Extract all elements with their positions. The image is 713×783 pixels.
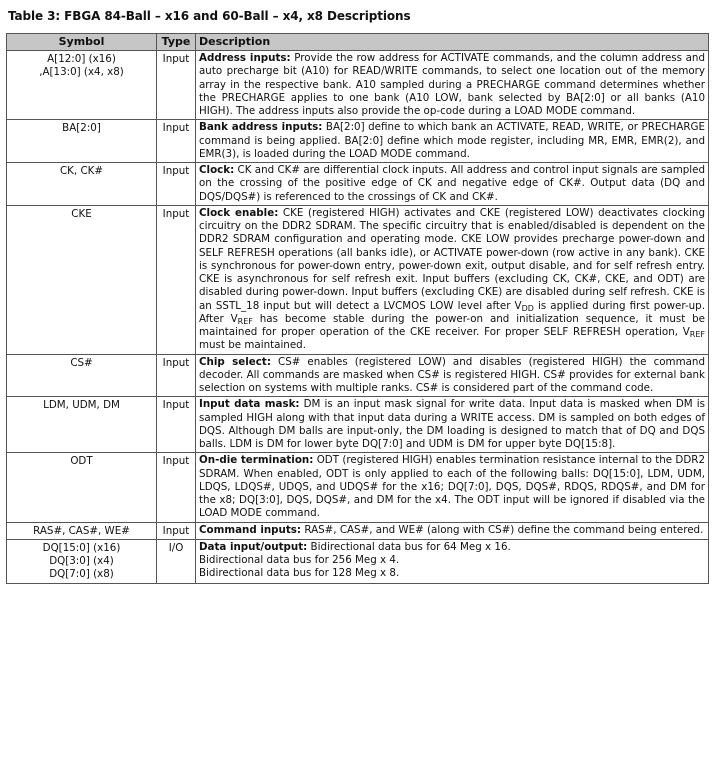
symbol-line: DQ[15:0] (x16)	[42, 541, 121, 554]
type-cell: Input	[157, 453, 196, 522]
type-cell: Input	[157, 163, 196, 206]
symbol-line: BA[2:0]	[62, 122, 101, 135]
subscript-dd: DD	[521, 303, 534, 313]
symbol-line: DQ[7:0] (x8)	[49, 568, 114, 581]
description-text: must be maintained.	[199, 339, 306, 352]
description-text: CKE (registered HIGH) activates and CKE (registered LOW) deactivates clocking circuitry on the DDR2 SDRAM. The specific circuitry that is enabled/disabled is dependent on the DDR2 SDRAM configuration and operating mode. CKE LOW provides precharge power-down and SELF REFRESH operations (all banks idle), or ACTIVATE power-down (row active in any bank). CKE is synchronous for power-down entry, power-down exit, output disable, and for self refresh entry. CKE is asynchronous for self refresh exit. Input buffers (excluding CK, CK#, CKE, and ODT) are disabled during power-down. Input buffers (excluding CKE) are disabled during self refresh. CKE is an SSTL_18 input but will detect a LVCMOS LOW level after V	[199, 206, 705, 312]
description-text: Bidirectional data bus for 64 Meg x 16.	[307, 540, 511, 553]
symbol-cell	[7, 51, 157, 120]
header-type: Type	[157, 34, 196, 51]
description-title: Clock enable:	[199, 206, 279, 219]
description-text: is applied during first power-up. After V	[199, 299, 705, 325]
description-title: Input data mask:	[199, 398, 300, 411]
description-cell	[196, 397, 709, 453]
symbol-line: CKE	[71, 207, 92, 220]
description-text: CK and CK# are differential clock inputs. All address and control input signals are sampled on the crossing of the positive edge of CK and negative edge of CK#. Output data (DQ and DQS/DQS#) is referenced to the crossings of CK and CK#.	[199, 164, 705, 203]
type-cell: Input	[157, 397, 196, 453]
description-title: Chip select:	[199, 355, 271, 368]
description-cell	[196, 539, 709, 583]
table-row-chip-select	[7, 354, 709, 397]
description-cell	[196, 120, 709, 163]
table-caption: Table 3: FBGA 84-Ball – x16 and 60-Ball – x4, x8 Descriptions	[8, 9, 411, 23]
symbol-cell	[7, 453, 157, 522]
symbol-cell	[7, 205, 157, 354]
symbol-line: A[12:0] (x16)	[47, 53, 116, 65]
description-text: BA[2:0] define to which bank an ACTIVATE, READ, WRITE, or PRECHARGE command is being applied. BA[2:0] define which mode register, including MR, EMR, EMR(2), and EMR(3), is loaded during the LOAD MODE command.	[199, 121, 705, 160]
description-cell	[196, 354, 709, 397]
table-row-data-mask	[7, 397, 709, 453]
description-line: Bidirectional data bus for 128 Meg x 8.	[199, 567, 400, 580]
description-text: Provide the row address for ACTIVATE commands, and the column address and auto precharge bit (A10) for READ/WRITE commands, to select one location out of the memory array in the respective bank. A10 sampled during a PRECHARGE command determines whether the PRECHARGE applies to one bank (A10 LOW, bank selected by BA[2:0] or all banks (A10 HIGH). The address inputs also provide the op-code during a LOAD MODE command.	[199, 52, 705, 117]
subscript-ref: REF	[237, 316, 253, 326]
symbol-cell	[7, 120, 157, 163]
subscript-ref: REF	[689, 330, 705, 339]
symbol-line: LDM, UDM, DM	[43, 399, 120, 412]
description-cell	[196, 205, 709, 354]
type-cell: Input	[157, 205, 196, 354]
table-row-data-io	[7, 539, 709, 583]
symbol-line: CS#	[70, 356, 93, 369]
description-text: RAS#, CAS#, and WE# (along with CS#) define the command being entered.	[301, 523, 704, 536]
table-row-command	[7, 522, 709, 539]
type-cell: Input	[157, 51, 196, 120]
table-row-bank-address	[7, 120, 709, 163]
description-title: Data input/output:	[199, 540, 308, 553]
type-cell: Input	[157, 522, 196, 539]
table-header-row	[7, 34, 709, 51]
description-title: Clock:	[199, 164, 235, 176]
description-cell	[196, 453, 709, 522]
table-row-clock	[7, 163, 709, 206]
header-symbol: Symbol	[7, 34, 157, 51]
description-text: DM is an input mask signal for write data. Input data is masked when DM is sampled HIGH along with that input data during a WRITE access. DM is sampled on both edges of DQS. Although DM balls are input-only, the DM loading is designed to match that of DQ and DQS balls. LDM is DM for lower byte DQ[7:0] and UDM is DM for upper byte DQ[15:8].	[199, 398, 706, 450]
description-cell	[196, 51, 709, 120]
type-cell: Input	[157, 120, 196, 163]
description-title: On-die termination:	[199, 454, 314, 467]
description-cell	[196, 163, 709, 206]
symbol-line: ODT	[70, 455, 93, 468]
symbol-cell	[7, 163, 157, 206]
description-line	[199, 541, 705, 554]
type-cell: I/O	[157, 539, 196, 583]
symbol-line: ,A[13:0] (x4, x8)	[39, 66, 124, 79]
symbol-line: CK, CK#	[59, 165, 104, 177]
header-description: Description	[196, 34, 709, 51]
symbol-cell	[7, 397, 157, 453]
type-cell: Input	[157, 354, 196, 397]
symbol-cell	[7, 539, 157, 583]
symbol-line: DQ[3:0] (x4)	[49, 555, 114, 567]
symbol-cell	[7, 354, 157, 397]
description-text: CS# enables (registered LOW) and disables (registered HIGH) the command decoder. All commands are masked when CS# is registered HIGH. CS# provides for external bank selection on systems with multiple ranks. CS# is considered part of the command code.	[199, 355, 705, 394]
table-row-clock-enable	[7, 205, 709, 354]
description-title: Command inputs:	[199, 523, 302, 536]
description-cell	[196, 522, 709, 539]
ball-description-table	[6, 33, 709, 584]
description-title: Address inputs:	[199, 52, 291, 64]
description-text: ODT (registered HIGH) enables termination resistance internal to the DDR2 SDRAM. When enabled, ODT is only applied to each of the following balls: DQ[15:0], LDM, UDM, LDQS, LDQS#, UDQS, and UDQS# for the x16; DQ[7:0], DQS, DQS#, RDQS, RDQS#, and DM for the x8; DQ[3:0], DQS, DQS#, and DM for the x4. The ODT input will be ignored if disabled via the LOAD MODE command.	[199, 454, 705, 520]
table-row-address	[7, 51, 709, 120]
symbol-cell	[7, 522, 157, 539]
description-title: Bank address inputs:	[199, 121, 323, 134]
description-text: has become stable during the power-on and initialization sequence, it must be maintained for proper operation of the CKE receiver. For proper SELF REFRESH operation, V	[199, 312, 706, 338]
symbol-line: RAS#, CAS#, WE#	[33, 524, 130, 537]
description-line: Bidirectional data bus for 256 Meg x 4.	[199, 554, 400, 566]
table-row-odt	[7, 453, 709, 522]
